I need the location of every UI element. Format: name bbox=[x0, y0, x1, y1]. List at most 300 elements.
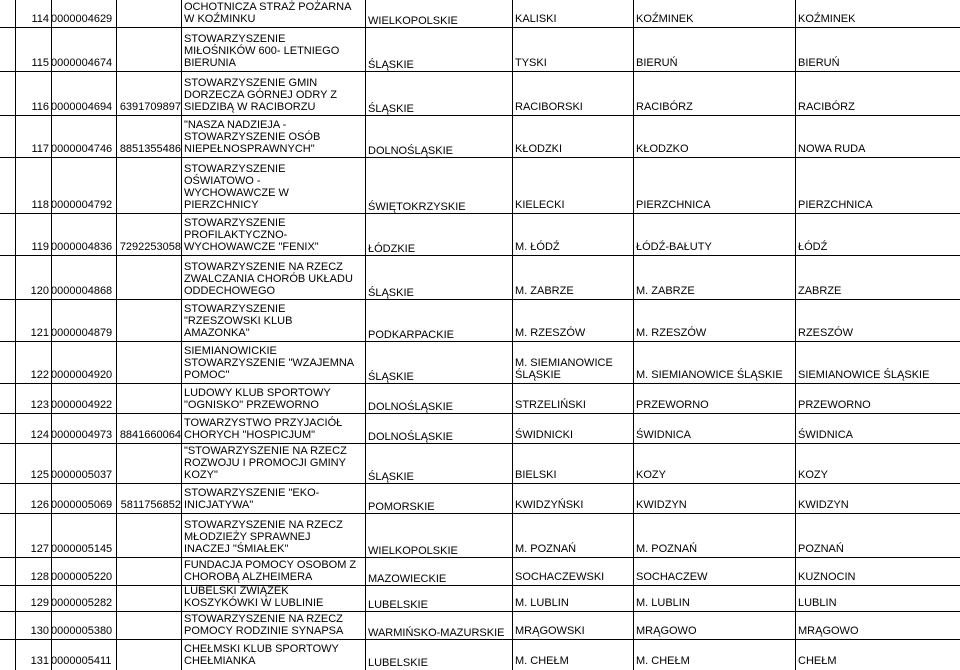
column-border bbox=[181, 0, 182, 670]
cell-text-line: STOWARZYSZENIE bbox=[184, 303, 286, 315]
cell-nazwa[interactable] bbox=[184, 585, 366, 609]
cell-text-line: PRZEWORNO bbox=[636, 399, 709, 411]
cell-text-line: POMOCY RODZINIE SYNAPSA bbox=[184, 625, 344, 637]
cell-regon[interactable] bbox=[51, 369, 116, 381]
cell-text-line: DORZECZA GÓRNEJ ODRY Z bbox=[184, 89, 338, 101]
cell-text-line: 0000005380 bbox=[51, 625, 113, 637]
cell-powiat[interactable] bbox=[515, 143, 634, 155]
cell-text-line: DOLNOŚLĄSKIE bbox=[368, 431, 453, 443]
cell-nazwa[interactable] bbox=[184, 387, 366, 411]
cell-text-line: DOLNOŚLĄSKIE bbox=[368, 401, 453, 413]
cell-text-line: 0000005145 bbox=[51, 543, 113, 555]
cell-wojewodztwo[interactable] bbox=[368, 201, 513, 213]
cell-text-line: 125 bbox=[30, 469, 49, 481]
cell-text-line: 0000005282 bbox=[51, 597, 113, 609]
cell-wojewodztwo[interactable] bbox=[368, 371, 513, 383]
cell-text-line: POMORSKIE bbox=[368, 501, 435, 513]
cell-text-line: CHEŁMSKI KLUB SPORTOWY bbox=[184, 643, 339, 655]
cell-text-line: KALISKI bbox=[515, 13, 557, 25]
cell-nazwa[interactable] bbox=[184, 643, 366, 667]
cell-powiat[interactable] bbox=[515, 285, 634, 297]
cell-powiat[interactable] bbox=[515, 499, 634, 511]
cell-gmina[interactable] bbox=[636, 625, 796, 637]
cell-text-line: 8841660064 bbox=[119, 429, 181, 441]
cell-text-line: 121 bbox=[30, 327, 49, 339]
cell-powiat[interactable] bbox=[515, 357, 634, 381]
cell-gmina[interactable] bbox=[636, 543, 796, 555]
cell-miejscowosc[interactable] bbox=[798, 399, 958, 411]
cell-text-line: SIEMIANOWICE ŚLĄSKIE bbox=[798, 369, 930, 381]
cell-text-line: NIEPEŁNOSPRAWNYCH" bbox=[184, 143, 315, 155]
cell-wojewodztwo[interactable] bbox=[368, 573, 513, 585]
cell-text-line: STOWARZYSZENIE NA RZECZ bbox=[184, 613, 343, 625]
cell-miejscowosc[interactable] bbox=[798, 597, 958, 609]
cell-text-line: 8851355486 bbox=[119, 143, 181, 155]
cell-text-line: 0000004792 bbox=[51, 199, 113, 211]
cell-text-line: M. ŁÓDŹ bbox=[515, 241, 560, 253]
cell-lp[interactable] bbox=[20, 241, 49, 253]
cell-text-line: M. SIEMIANOWICE bbox=[515, 357, 613, 369]
cell-text-line: STOWARZYSZENIE NA RZECZ bbox=[184, 519, 343, 531]
cell-text-line: OŚWIATOWO - bbox=[184, 175, 261, 187]
cell-gmina[interactable] bbox=[636, 143, 796, 155]
cell-regon[interactable] bbox=[51, 469, 116, 481]
cell-powiat[interactable] bbox=[515, 429, 634, 441]
cell-text-line: WIELKOPOLSKIE bbox=[368, 15, 458, 27]
cell-text-line: 0000004868 bbox=[51, 285, 113, 297]
cell-text-line: 0000005069 bbox=[51, 499, 113, 511]
cell-wojewodztwo[interactable] bbox=[368, 401, 513, 413]
cell-text-line: "NASZA NADZIEJA - bbox=[184, 119, 287, 131]
cell-text-line: KOŹMINEK bbox=[636, 13, 694, 25]
row-border bbox=[0, 255, 960, 256]
cell-lp[interactable] bbox=[20, 625, 49, 637]
cell-regon[interactable] bbox=[51, 285, 116, 297]
cell-gmina[interactable] bbox=[636, 597, 796, 609]
cell-text-line: ŚWIDNICKI bbox=[515, 429, 574, 441]
cell-nazwa[interactable] bbox=[184, 119, 366, 155]
cell-text-line: STOWARZYSZENIE bbox=[184, 163, 286, 175]
cell-text-line: SOCHACZEW bbox=[636, 571, 708, 583]
cell-text-line: LUDOWY KLUB SPORTOWY bbox=[184, 387, 331, 399]
row-border bbox=[0, 413, 960, 414]
cell-wojewodztwo[interactable] bbox=[368, 657, 513, 669]
cell-text-line: CHEŁMIANKA bbox=[184, 655, 256, 667]
cell-wojewodztwo[interactable] bbox=[368, 243, 513, 255]
cell-lp[interactable] bbox=[20, 469, 49, 481]
cell-powiat[interactable] bbox=[515, 101, 634, 113]
cell-regon[interactable] bbox=[51, 625, 116, 637]
cell-text-line: 124 bbox=[30, 429, 49, 441]
cell-regon[interactable] bbox=[51, 655, 116, 667]
cell-text-line: KOŹMINEK bbox=[798, 13, 856, 25]
cell-lp[interactable] bbox=[20, 13, 49, 25]
cell-regon[interactable] bbox=[51, 101, 116, 113]
cell-nazwa[interactable] bbox=[184, 261, 366, 297]
row-border bbox=[0, 639, 960, 640]
cell-text-line: ŚLĄSKIE bbox=[515, 369, 561, 381]
cell-text-line: 0000005411 bbox=[51, 655, 112, 667]
cell-regon[interactable] bbox=[51, 241, 116, 253]
cell-powiat[interactable] bbox=[515, 597, 634, 609]
cell-gmina[interactable] bbox=[636, 429, 796, 441]
cell-lp[interactable] bbox=[20, 101, 49, 113]
cell-text-line: M. LUBLIN bbox=[636, 597, 690, 609]
cell-nip[interactable] bbox=[117, 429, 181, 441]
cell-text-line: WYCHOWAWCZE W bbox=[184, 187, 289, 199]
row-border bbox=[0, 585, 960, 586]
cell-text-line: 0000004836 bbox=[51, 241, 113, 253]
row-border bbox=[0, 557, 960, 558]
cell-powiat[interactable] bbox=[515, 625, 634, 637]
cell-gmina[interactable] bbox=[636, 57, 796, 69]
cell-text-line: 129 bbox=[30, 597, 49, 609]
cell-text-line: 118 bbox=[31, 199, 49, 211]
cell-miejscowosc[interactable] bbox=[798, 101, 958, 113]
cell-gmina[interactable] bbox=[636, 101, 796, 113]
cell-text-line: M. POZNAŃ bbox=[515, 543, 577, 555]
cell-text-line: ŚWIDNICA bbox=[636, 429, 691, 441]
cell-wojewodztwo[interactable] bbox=[368, 471, 513, 483]
cell-text-line: 0000004629 bbox=[51, 13, 113, 25]
cell-text-line: "RZESZOWSKI KLUB bbox=[184, 315, 293, 327]
cell-text-line: NOWA RUDA bbox=[798, 143, 866, 155]
cell-text-line: "STOWARZYSZENIE NA RZECZ bbox=[184, 445, 347, 457]
cell-text-line: MRĄGOWO bbox=[636, 625, 697, 637]
cell-text-line: MRĄGOWSKI bbox=[515, 625, 585, 637]
cell-lp[interactable] bbox=[20, 143, 49, 155]
cell-gmina[interactable] bbox=[636, 285, 796, 297]
cell-lp[interactable] bbox=[20, 571, 49, 583]
row-border bbox=[0, 27, 960, 28]
cell-text-line: W KOŹMINKU bbox=[184, 13, 256, 25]
cell-text-line: M. POZNAŃ bbox=[636, 543, 698, 555]
cell-nazwa[interactable] bbox=[184, 613, 366, 637]
cell-nazwa[interactable] bbox=[184, 519, 366, 555]
cell-text-line: ŚLĄSKIE bbox=[368, 471, 414, 483]
cell-regon[interactable] bbox=[51, 597, 116, 609]
cell-wojewodztwo[interactable] bbox=[368, 501, 513, 513]
cell-text-line: 0000005037 bbox=[51, 469, 113, 481]
cell-text-line: 0000004879 bbox=[51, 327, 113, 339]
cell-text-line: KIELECKI bbox=[515, 199, 565, 211]
cell-text-line: PIERZCHNICY bbox=[184, 199, 259, 211]
cell-text-line: M. CHEŁM bbox=[636, 655, 690, 667]
cell-text-line: ZABRZE bbox=[798, 285, 842, 297]
cell-text-line: LUBLIN bbox=[798, 597, 837, 609]
cell-regon[interactable] bbox=[51, 571, 116, 583]
cell-miejscowosc[interactable] bbox=[798, 241, 958, 253]
cell-text-line: STOWARZYSZENIE "WZAJEMNA bbox=[184, 357, 355, 369]
cell-gmina[interactable] bbox=[636, 327, 796, 339]
cell-nazwa[interactable] bbox=[184, 559, 366, 583]
cell-text-line: KUZNOCIN bbox=[798, 571, 856, 583]
cell-text-line: ŁÓDZKIE bbox=[368, 243, 416, 255]
cell-wojewodztwo[interactable] bbox=[368, 599, 513, 611]
cell-lp[interactable] bbox=[20, 327, 49, 339]
cell-text-line: STOWARZYSZENIE OSÓB bbox=[184, 131, 321, 143]
cell-text-line: SIEMIANOWICKIE bbox=[184, 345, 277, 357]
cell-nazwa[interactable] bbox=[184, 303, 366, 339]
cell-text-line: M. RZESZÓW bbox=[515, 327, 586, 339]
cell-text-line: 123 bbox=[30, 399, 49, 411]
cell-text-line: 130 bbox=[30, 625, 49, 637]
cell-text-line: OCHOTNICZA STRAŻ POŻARNA bbox=[184, 1, 352, 13]
cell-wojewodztwo[interactable] bbox=[368, 431, 513, 443]
cell-text-line: ŁÓDŹ-BAŁUTY bbox=[636, 241, 712, 253]
row-border bbox=[0, 71, 960, 72]
cell-text-line: 127 bbox=[30, 543, 49, 555]
cell-text-line: LUBELSKIE bbox=[368, 657, 428, 669]
cell-text-line: SOCHACZEWSKI bbox=[515, 571, 605, 583]
cell-gmina[interactable] bbox=[636, 399, 796, 411]
cell-powiat[interactable] bbox=[515, 655, 634, 667]
cell-text-line: RZESZÓW bbox=[798, 327, 853, 339]
cell-text-line: M. ZABRZE bbox=[515, 285, 574, 297]
cell-text-line: KOSZYKÓWKI W LUBLINIE bbox=[184, 597, 324, 609]
cell-regon[interactable] bbox=[51, 327, 116, 339]
cell-gmina[interactable] bbox=[636, 655, 796, 667]
cell-text-line: WIELKOPOLSKIE bbox=[368, 545, 458, 557]
cell-text-line: KWIDZYN bbox=[636, 499, 687, 511]
cell-gmina[interactable] bbox=[636, 469, 796, 481]
cell-regon[interactable] bbox=[51, 429, 116, 441]
cell-text-line: 128 bbox=[30, 571, 49, 583]
cell-text-line: 0000004920 bbox=[51, 369, 113, 381]
cell-text-line: TYSKI bbox=[515, 57, 547, 69]
cell-text-line: CHOROBĄ ALZHEIMERA bbox=[184, 571, 313, 583]
cell-regon[interactable] bbox=[51, 399, 116, 411]
cell-nip[interactable] bbox=[117, 101, 181, 113]
cell-text-line: BIERUNIA bbox=[184, 57, 236, 69]
cell-text-line: 116 bbox=[31, 101, 49, 113]
cell-text-line: STOWARZYSZENIE bbox=[184, 33, 286, 45]
cell-text-line: 0000005220 bbox=[51, 571, 113, 583]
cell-text-line: 122 bbox=[30, 369, 49, 381]
cell-text-line: M. SIEMIANOWICE ŚLĄSKIE bbox=[636, 369, 783, 381]
row-border bbox=[0, 443, 960, 444]
cell-miejscowosc[interactable] bbox=[798, 625, 958, 637]
cell-powiat[interactable] bbox=[515, 571, 634, 583]
cell-text-line: STRZELIŃSKI bbox=[515, 399, 586, 411]
cell-wojewodztwo[interactable] bbox=[368, 627, 513, 639]
cell-wojewodztwo[interactable] bbox=[368, 15, 513, 27]
cell-lp[interactable] bbox=[20, 597, 49, 609]
cell-text-line: MRĄGOWO bbox=[798, 625, 859, 637]
cell-miejscowosc[interactable] bbox=[798, 499, 958, 511]
cell-text-line: "OGNISKO" PRZEWORNO bbox=[184, 399, 319, 411]
cell-miejscowosc[interactable] bbox=[798, 199, 958, 211]
cell-gmina[interactable] bbox=[636, 241, 796, 253]
cell-text-line: KŁODZKO bbox=[636, 143, 689, 155]
cell-lp[interactable] bbox=[20, 285, 49, 297]
cell-lp[interactable] bbox=[20, 199, 49, 211]
cell-text-line: PODKARPACKIE bbox=[368, 329, 454, 341]
row-border bbox=[0, 157, 960, 158]
cell-gmina[interactable] bbox=[636, 499, 796, 511]
cell-powiat[interactable] bbox=[515, 399, 634, 411]
cell-powiat[interactable] bbox=[515, 13, 634, 25]
cell-gmina[interactable] bbox=[636, 13, 796, 25]
cell-text-line: TOWARZYSTWO PRZYJACIÓŁ bbox=[184, 417, 343, 429]
cell-text-line: RACIBÓRZ bbox=[636, 101, 693, 113]
cell-regon[interactable] bbox=[51, 57, 116, 69]
cell-text-line: POMOC" bbox=[184, 369, 230, 381]
cell-text-line: ŚWIDNICA bbox=[798, 429, 853, 441]
cell-text-line: BIERUŃ bbox=[798, 57, 840, 69]
cell-powiat[interactable] bbox=[515, 241, 634, 253]
cell-text-line: BIELSKI bbox=[515, 469, 557, 481]
cell-lp[interactable] bbox=[20, 543, 49, 555]
cell-text-line: LUBELSKIE bbox=[368, 599, 428, 611]
cell-lp[interactable] bbox=[20, 655, 49, 667]
cell-wojewodztwo[interactable] bbox=[368, 287, 513, 299]
cell-text-line: ŚLĄSKIE bbox=[368, 287, 414, 299]
row-border bbox=[0, 513, 960, 514]
cell-text-line: CHORYCH "HOSPICJUM" bbox=[184, 429, 316, 441]
cell-wojewodztwo[interactable] bbox=[368, 59, 513, 71]
cell-lp[interactable] bbox=[20, 57, 49, 69]
cell-text-line: M. CHEŁM bbox=[515, 655, 569, 667]
cell-text-line: PROFILAKTYCZNO- bbox=[184, 229, 288, 241]
cell-wojewodztwo[interactable] bbox=[368, 103, 513, 115]
cell-nip[interactable] bbox=[117, 499, 181, 511]
cell-text-line: FUNDACJA POMOCY OSOBOM Z bbox=[184, 559, 357, 571]
cell-nazwa[interactable] bbox=[184, 33, 366, 69]
cell-text-line: KOZY bbox=[636, 469, 666, 481]
cell-regon[interactable] bbox=[51, 499, 116, 511]
cell-nazwa[interactable] bbox=[184, 217, 366, 253]
cell-text-line: ZWALCZANIA CHORÓB UKŁADU bbox=[184, 273, 353, 285]
cell-gmina[interactable] bbox=[636, 571, 796, 583]
cell-miejscowosc[interactable] bbox=[798, 571, 958, 583]
cell-text-line: ODDECHOWEGO bbox=[184, 285, 276, 297]
cell-nip[interactable] bbox=[117, 241, 181, 253]
row-border bbox=[0, 341, 960, 342]
cell-miejscowosc[interactable] bbox=[798, 285, 958, 297]
row-border bbox=[0, 383, 960, 384]
cell-miejscowosc[interactable] bbox=[798, 655, 958, 667]
cell-text-line: ROZWOJU I PROMOCJI GMINY bbox=[184, 457, 346, 469]
cell-text-line: ŚLĄSKIE bbox=[368, 371, 414, 383]
cell-lp[interactable] bbox=[20, 429, 49, 441]
cell-text-line: KŁODZKI bbox=[515, 143, 563, 155]
cell-regon[interactable] bbox=[51, 13, 116, 25]
cell-text-line: ŚLĄSKIE bbox=[368, 59, 414, 71]
cell-text-line: 126 bbox=[30, 499, 49, 511]
cell-miejscowosc[interactable] bbox=[798, 327, 958, 339]
cell-text-line: LUBELSKI ZWIĄZEK bbox=[184, 585, 289, 597]
cell-text-line: MŁODZIEŻY SPRAWNEJ bbox=[184, 531, 311, 543]
cell-lp[interactable] bbox=[20, 369, 49, 381]
cell-nazwa[interactable] bbox=[184, 1, 366, 25]
cell-powiat[interactable] bbox=[515, 469, 634, 481]
cell-text-line: MIŁOŚNIKÓW 600- LETNIEGO bbox=[184, 45, 340, 57]
cell-text-line: 114 bbox=[31, 13, 49, 25]
row-border bbox=[0, 213, 960, 214]
cell-miejscowosc[interactable] bbox=[798, 469, 958, 481]
cell-powiat[interactable] bbox=[515, 543, 634, 555]
cell-text-line: INACZEJ "ŚMIAŁEK" bbox=[184, 543, 289, 555]
cell-text-line: 117 bbox=[31, 143, 49, 155]
cell-powiat[interactable] bbox=[515, 57, 634, 69]
cell-nazwa[interactable] bbox=[184, 417, 366, 441]
cell-text-line: AMAZONKA" bbox=[184, 327, 250, 339]
cell-text-line: 5811756852 bbox=[120, 499, 181, 511]
cell-text-line: PIERZCHNICA bbox=[798, 199, 873, 211]
cell-wojewodztwo[interactable] bbox=[368, 329, 513, 341]
cell-text-line: 0000004694 bbox=[51, 101, 113, 113]
column-border bbox=[15, 0, 16, 670]
cell-miejscowosc[interactable] bbox=[798, 543, 958, 555]
cell-nazwa[interactable] bbox=[184, 77, 366, 113]
cell-text-line: STOWARZYSZENIE bbox=[184, 217, 286, 229]
cell-text-line: 0000004746 bbox=[51, 143, 113, 155]
row-border bbox=[0, 115, 960, 116]
cell-miejscowosc[interactable] bbox=[798, 143, 958, 155]
cell-gmina[interactable] bbox=[636, 199, 796, 211]
cell-nazwa[interactable] bbox=[184, 163, 366, 211]
cell-text-line: WYCHOWAWCZE "FENIX" bbox=[184, 241, 319, 253]
cell-miejscowosc[interactable] bbox=[798, 429, 958, 441]
cell-nazwa[interactable] bbox=[184, 445, 366, 481]
cell-text-line: M. ZABRZE bbox=[636, 285, 695, 297]
cell-text-line: PIERZCHNICA bbox=[636, 199, 711, 211]
cell-wojewodztwo[interactable] bbox=[368, 145, 513, 157]
cell-text-line: SIEDZIBĄ W RACIBORZU bbox=[184, 101, 316, 113]
cell-regon[interactable] bbox=[51, 143, 116, 155]
cell-text-line: 7292253058 bbox=[119, 241, 181, 253]
cell-text-line: CHEŁM bbox=[798, 655, 837, 667]
cell-text-line: 120 bbox=[30, 285, 49, 297]
cell-text-line: 0000004674 bbox=[51, 57, 113, 69]
cell-regon[interactable] bbox=[51, 199, 116, 211]
cell-text-line: WARMIŃSKO-MAZURSKIE bbox=[368, 627, 505, 639]
cell-miejscowosc[interactable] bbox=[798, 57, 958, 69]
cell-text-line: 115 bbox=[31, 57, 49, 69]
cell-powiat[interactable] bbox=[515, 199, 634, 211]
cell-text-line: M. RZESZÓW bbox=[636, 327, 707, 339]
cell-text-line: KWIDZYN bbox=[798, 499, 849, 511]
cell-text-line: DOLNOŚLĄSKIE bbox=[368, 145, 453, 157]
cell-nazwa[interactable] bbox=[184, 345, 366, 381]
cell-nazwa[interactable] bbox=[184, 487, 366, 511]
cell-text-line: 6391709897 bbox=[119, 101, 181, 113]
cell-text-line: ŚWIĘTOKRZYSKIE bbox=[368, 201, 466, 213]
cell-powiat[interactable] bbox=[515, 327, 634, 339]
cell-text-line: RACIBÓRZ bbox=[798, 101, 855, 113]
cell-wojewodztwo[interactable] bbox=[368, 545, 513, 557]
cell-text-line: MAZOWIECKIE bbox=[368, 573, 447, 585]
cell-lp[interactable] bbox=[20, 499, 49, 511]
cell-lp[interactable] bbox=[20, 399, 49, 411]
cell-regon[interactable] bbox=[51, 543, 116, 555]
cell-text-line: INICJATYWA" bbox=[184, 499, 254, 511]
cell-text-line: RACIBORSKI bbox=[515, 101, 583, 113]
cell-text-line: 131 bbox=[30, 655, 49, 667]
cell-text-line: ŚLĄSKIE bbox=[368, 103, 414, 115]
cell-text-line: ŁÓDŹ bbox=[798, 241, 828, 253]
cell-text-line: BIERUŃ bbox=[636, 57, 678, 69]
cell-miejscowosc[interactable] bbox=[798, 13, 958, 25]
cell-text-line: POZNAŃ bbox=[798, 543, 844, 555]
cell-text-line: 0000004922 bbox=[51, 399, 113, 411]
cell-nip[interactable] bbox=[117, 143, 181, 155]
row-border bbox=[0, 483, 960, 484]
cell-text-line: PRZEWORNO bbox=[798, 399, 871, 411]
cell-gmina[interactable] bbox=[636, 369, 796, 381]
cell-miejscowosc[interactable] bbox=[798, 369, 958, 381]
